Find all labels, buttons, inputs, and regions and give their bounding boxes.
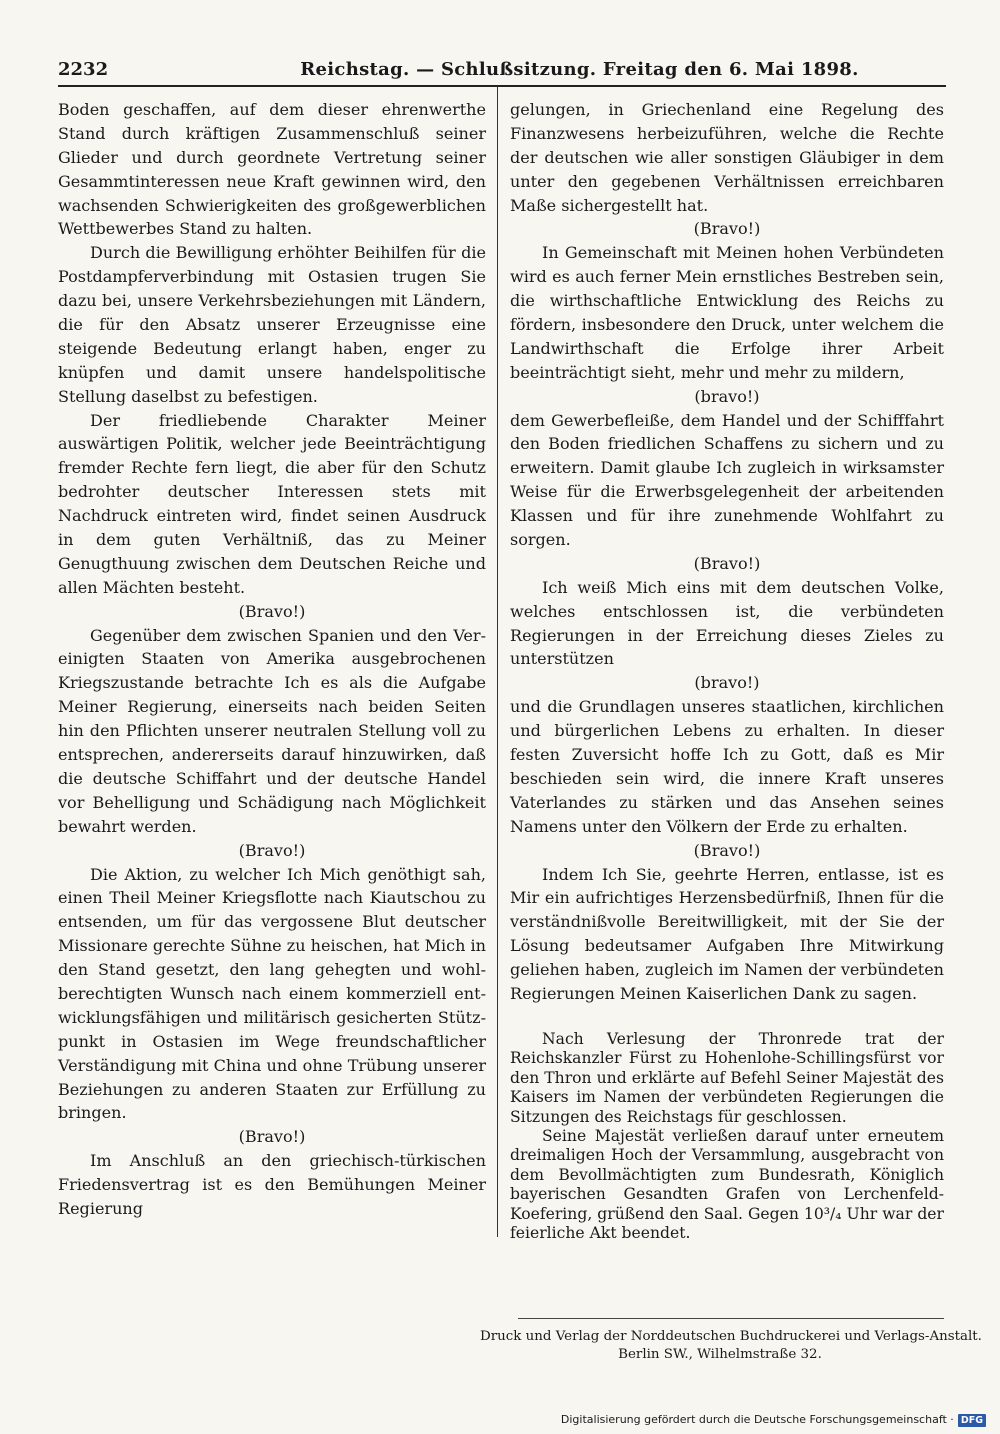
imprint-line-2: Berlin SW., Wilhelmstraße 32.	[618, 1347, 822, 1362]
applause-note: (bravo!)	[694, 386, 760, 406]
paragraph: Die Aktion, zu welcher Ich Mich genöthigt sah, einen Theil Meiner Kriegsflotte nach Kiautschou zu entsenden, um für das vergossene Blut deutscher Missionare gerechte Sühne zu heischen, hat Mich in den Stand gesetzt, den lang gehegten und wohlberechtigten Wunsch nach einem kommerziell entwicklungsfähigen und militärisch gesicherten Stützpunkt in Ostasien im Wege freundschaftlicher Verständigung mit China und ohne Trübung unserer Beziehungen zu anderen Staaten zur Erfüllung zu bringen.	[58, 864, 486, 1123]
applause-note: (Bravo!)	[238, 840, 306, 860]
applause-note: (bravo!)	[694, 673, 760, 693]
paragraph: dem Gewerbefleiße, dem Handel und der Schifffahrt den Boden friedlichen Schaffens zu sichern und zu erweitern. Damit glaube Ich zugleich in wirksamster Weise für die Erwerbsgelegenheit der arbeitenden Klassen und für ihre zunehmende Wohlfahrt zu sorgen.	[510, 410, 944, 550]
paragraph: Boden geschaffen, auf dem dieser ehrenwerthe Stand durch kräftigen Zusammenschluß seiner Glieder und durch geordnete Vertretung seiner Gesammtinteressen neue Kraft gewinnen wird, den wachsenden Schwierigkeiten des großgewerblichen Wettbewerbes Stand zu halten.	[58, 100, 486, 239]
applause-note: (Bravo!)	[693, 553, 761, 573]
imprint	[480, 1328, 982, 1364]
applause-note: (Bravo!)	[693, 219, 761, 239]
header-rule	[58, 85, 946, 87]
paragraph: gelungen, in Griechenland eine Regelung des Finanzwesens herbeizuführen, welche die Rechte der deutschen wie aller sonstigen Gläubiger in dem unter den gegebenen Verhältnissen erreichbaren Maße sichergestellt hat.	[510, 100, 944, 215]
applause-note: (Bravo!)	[238, 601, 306, 621]
closing-paragraph: Seine Majestät verließen darauf unter erneutem dreimaligen Hoch der Versammlung, ausgebracht von dem Bevollmächtigten zum Bundesrath, Königlich bayerischen Gesandten Grafen von Lerchenfeld-Koefering, grüßend den Saal. Gegen 10³/₄ Uhr war der feierliche Akt beendet.	[510, 1127, 944, 1243]
paragraph: Gegenüber dem zwischen Spanien und den Vereinigten Staaten von Amerika ausgebrochenen Kriegszustande betrachte Ich es als die Aufgabe Meiner Regierung, einerseits nach beiden Seiten hin den Pflichten unserer neutralen Stellung voll zu entsprechen, andererseits darauf hinzuwirken, daß die deutsche Schiffahrt und der deutsche Handel vor Behelligung und Schädigung nach Möglichkeit bewahrt werden.	[58, 625, 486, 836]
left-column	[58, 98, 486, 1221]
column-divider	[497, 87, 498, 1237]
credit-text: Digitalisierung gefördert durch die Deutsche Forschungsgemeinschaft ·	[560, 1413, 954, 1426]
paragraph: Der friedliebende Charakter Meiner auswärtigen Politik, welcher jede Beeinträchtigung fremder Rechte fern liegt, die aber für den Schutz bedrohter deutscher Interessen stets mit Nachdruck eintreten wird, findet seinen Ausdruck in dem guten Verhältniß, das zu Meiner Genugthuung zwischen dem Deutschen Reiche und allen Mächten besteht.	[58, 410, 486, 597]
running-head: Reichstag. — Schlußsitzung. Freitag den 6. Mai 1898.	[300, 59, 859, 80]
digitization-credit	[561, 1412, 986, 1428]
right-column	[510, 98, 944, 1006]
paragraph: Ich weiß Mich eins mit dem deutschen Volke, welches entschlossen ist, die verbündeten Regierungen in der Erreichung dieses Zieles zu unterstützen	[510, 577, 944, 669]
paragraph: Im Anschluß an den griechisch-türkischen Friedensvertrag ist es den Bemühungen Meiner Regierung	[58, 1151, 486, 1218]
page-number: 2232	[58, 59, 109, 80]
paragraph: und die Grundlagen unseres staatlichen, kirchlichen und bürgerlichen Lebens zu erhalten. In dieser festen Zuversicht hoffe Ich zu Gott, daß es Mir beschieden sein wird, die innere Kraft unseres Vaterlandes zu stärken und das Ansehen seines Namens unter den Völkern der Erde zu erhalten.	[510, 697, 944, 836]
imprint-rule	[518, 1318, 944, 1319]
applause-note: (Bravo!)	[238, 1127, 306, 1147]
paragraph: In Gemeinschaft mit Meinen hohen Verbündeten wird es auch ferner Mein ernstliches Bestreben sein, die wirthschaftliche Entwicklung des Reichs zu fördern, insbesondere den Druck, unter welchem die Landwirthschaft die Erfolge ihrer Arbeit beeinträchtigt sieht, mehr und mehr zu mildern,	[510, 243, 944, 382]
imprint-line-1: Druck und Verlag der Norddeutschen Buchdruckerei und Verlags-Anstalt.	[480, 1329, 982, 1344]
paragraph: Durch die Bewilligung erhöhter Beihilfen für die Postdampferverbindung mit Ostasien trugen Sie dazu bei, unsere Verkehrsbeziehungen mit Ländern, die für den Absatz unserer Erzeugnisse eine steigende Bedeutung erlangt haben, enger zu knüpfen und damit unsere handelspolitische Stellung daselbst zu befestigen.	[58, 243, 486, 406]
paragraph: Indem Ich Sie, geehrte Herren, entlasse, ist es Mir ein aufrichtiges Herzensbedürfniß, Ihnen für die verständnißvolle Bereitwilligkeit, mit der Sie der Lösung bedeutsamer Aufgaben Ihre Mitwirkung geliehen haben, zugleich im Namen der verbündeten Regierungen Meinen Kaiserlichen Dank zu sagen.	[510, 864, 944, 1003]
closing-paragraph: Nach Verlesung der Thronrede trat der Reichskanzler Fürst zu Hohenlohe-Schillingsfürst vor den Thron und erklärte auf Befehl Seiner Majestät des Kaisers im Namen der verbündeten Regierungen die Sitzungen des Reichstags für geschlossen.	[510, 1030, 944, 1126]
dfg-logo-icon: DFG	[958, 1414, 986, 1427]
page-header	[58, 58, 946, 82]
applause-note: (Bravo!)	[693, 840, 761, 860]
closing-note	[510, 1030, 944, 1243]
